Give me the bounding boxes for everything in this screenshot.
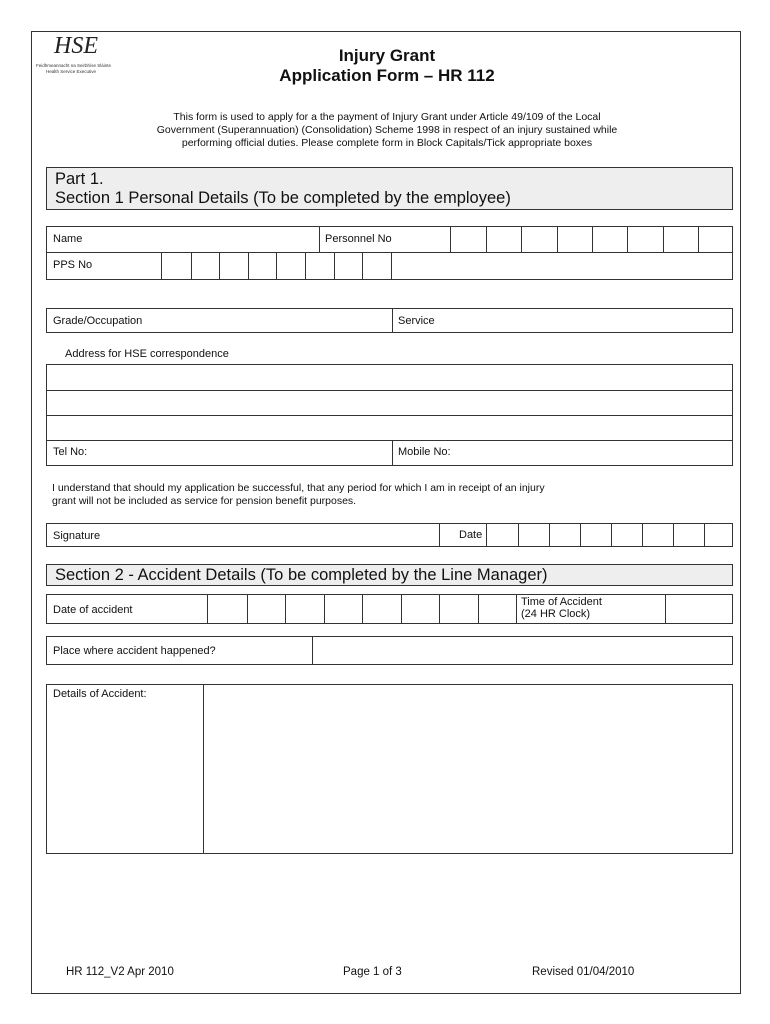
hse-logo-mark: HSE xyxy=(54,33,98,59)
declaration-text xyxy=(52,482,545,508)
pps-row xyxy=(46,252,733,280)
intro-line-1: This form is used to apply for a the payment of Injury Grant under Article 49/109 of the Local xyxy=(173,111,601,123)
details-row xyxy=(46,684,733,854)
form-subtitle: Application Form – HR 112 xyxy=(279,66,495,85)
signature-field[interactable] xyxy=(112,524,422,546)
tel-field[interactable] xyxy=(92,440,375,465)
name-row xyxy=(46,226,733,253)
declaration-line-2: grant will not be included as service for pension benefit purposes. xyxy=(52,495,357,507)
logo-subtitle-irish: Feidhmeannacht na Seirbhíse Sláinte xyxy=(36,63,112,68)
time-of-accident-field[interactable] xyxy=(665,595,732,623)
mobile-field[interactable] xyxy=(462,440,732,465)
form-title: Injury Grant xyxy=(338,46,436,65)
section2-header xyxy=(46,564,733,586)
footer-page-number: Page 1 of 3 xyxy=(343,966,402,978)
intro-line-2: Government (Superannuation) (Consolidation) Scheme 1998 in respect of an injury sustained while xyxy=(156,124,618,136)
grade-field[interactable] xyxy=(47,309,376,332)
date-of-accident-boxes[interactable] xyxy=(207,595,515,623)
address-label: Address for HSE correspondence xyxy=(65,348,229,360)
signature-date-boxes[interactable] xyxy=(486,524,732,546)
time-label-line-2: (24 HR Clock) xyxy=(521,608,591,620)
time-of-accident-label xyxy=(521,596,602,620)
section1-title: Section 1 Personal Details (To be completed by the employee) xyxy=(55,189,511,207)
personnel-no-boxes[interactable] xyxy=(450,227,732,252)
service-field[interactable] xyxy=(436,309,732,332)
address-line-2[interactable] xyxy=(47,390,732,416)
logo-subtitle-english: Health Service Executive xyxy=(46,69,97,74)
details-label: Details of Accident: xyxy=(53,688,147,700)
footer-form-code: HR 112_V2 Apr 2010 xyxy=(66,966,174,978)
footer-revised-date: Revised 01/04/2010 xyxy=(532,966,635,978)
address-line-1[interactable] xyxy=(47,365,732,391)
intro-text xyxy=(72,111,702,150)
pps-no-label: PPS No xyxy=(53,259,93,271)
signature-label: Signature xyxy=(53,530,101,542)
date-label: Date xyxy=(459,529,483,541)
time-label-line-1: Time of Accident xyxy=(521,596,602,608)
section1-header xyxy=(46,167,733,210)
place-row xyxy=(46,636,733,665)
form-page xyxy=(31,31,741,994)
intro-line-3: performing official duties. Please complete form in Block Capitals/Tick appropriate boxes xyxy=(181,137,593,149)
mobile-label: Mobile No: xyxy=(398,446,451,458)
service-label: Service xyxy=(398,315,435,327)
date-of-accident-row xyxy=(46,594,733,624)
place-label: Place where accident happened? xyxy=(53,645,216,657)
date-of-accident-label: Date of accident xyxy=(53,604,133,616)
section2-title: Section 2 - Accident Details (To be completed by the Line Manager) xyxy=(55,566,548,584)
declaration-line-1: I understand that should my application be successful, that any period for which I am in receipt of an injury xyxy=(52,482,545,494)
personnel-no-label: Personnel No xyxy=(325,233,392,245)
pps-no-boxes[interactable] xyxy=(161,252,391,279)
address-line-3[interactable] xyxy=(47,415,732,441)
part-label: Part 1. xyxy=(55,170,104,188)
details-field[interactable] xyxy=(203,685,732,853)
grade-label: Grade/Occupation xyxy=(53,315,143,327)
tel-label: Tel No: xyxy=(53,446,88,458)
place-field[interactable] xyxy=(312,637,732,664)
name-label: Name xyxy=(53,233,83,245)
